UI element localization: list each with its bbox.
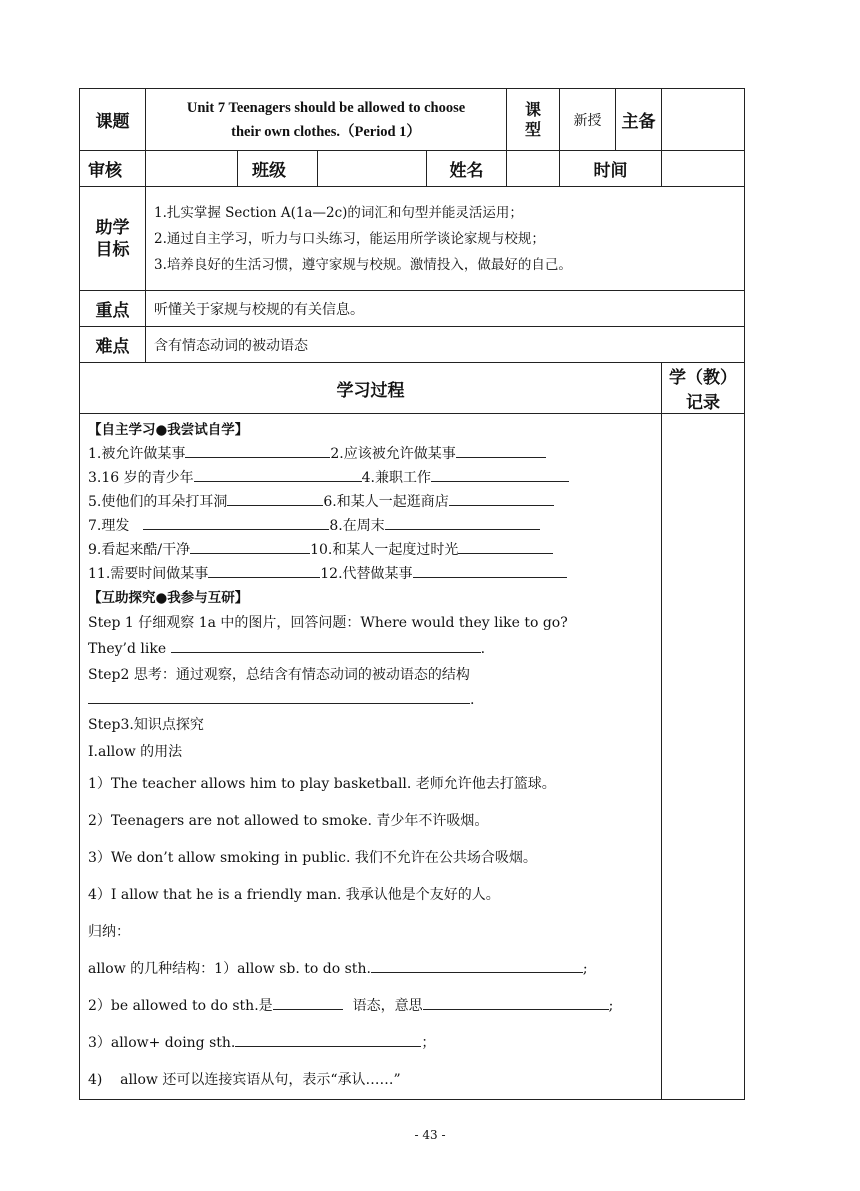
structure-line-4: 4) allow 还可以连接宾语从句，表示“承认……” [88,1072,401,1088]
vocab-item: 11.需要时间做某事 [88,566,209,582]
record-header: 学（教）记录 [662,363,745,414]
blank[interactable] [88,688,470,704]
process-header: 学习过程 [80,363,662,414]
difficult-point-text: 含有情态动词的被动语态 [146,327,745,363]
example-line: 2）Teenagers are not allowed to smoke. 青少年不许吸烟。 [88,813,489,829]
label-lesson-type: 课型 [507,89,560,151]
vocab-row [88,562,657,586]
vocab-row [88,490,657,514]
label-review: 审核 [80,151,146,187]
time-field[interactable] [662,151,745,187]
lesson-title-line2: their own clothes.（Period 1） [231,123,421,140]
vocab-item: 1.被允许做某事 [88,446,186,462]
blank[interactable] [431,466,569,482]
example-line: 4）I allow that he is a friendly man. 我承认他是个友好的人。 [88,887,500,903]
vocab-item: 12.代替做某事 [320,566,413,582]
step2-text: Step2 思考：通过观察，总结含有情态动词的被动语态的结构 [88,667,470,683]
label-topic: 课题 [80,89,146,151]
vocab-item: 9.看起来酷/干净 [88,542,191,558]
vocab-item: 5.使他们的耳朵打耳洞 [88,494,228,510]
step1-answer-row: They’d like . [88,636,657,662]
goals-list [146,187,745,291]
blank[interactable] [143,514,329,530]
lesson-title-line1: Unit 7 Teenagers should be allowed to choose [186,99,466,116]
goal-item: 1.扎实掌握 Section A(1a—2c)的词汇和句型并能灵活运用； [154,204,523,221]
key-point-text: 听懂关于家规与校规的有关信息。 [146,291,745,327]
vocab-item: 6.和某人一起逛商店 [323,494,449,510]
summary-label: 归纳： [88,924,130,940]
example-line: 1）The teacher allows him to play basketball. 老师允许他去打篮球。 [88,776,556,792]
label-time: 时间 [560,151,662,187]
lead-preparer-field[interactable] [662,89,745,151]
vocab-row [88,538,657,562]
blank[interactable] [208,562,320,578]
blank[interactable] [423,994,609,1010]
vocab-row [88,442,657,466]
self-study-title: 【自主学习●我尝试自学】 [88,422,249,438]
label-class: 班级 [238,151,318,187]
vocab-row [88,514,657,538]
blank[interactable] [194,466,362,482]
label-lead-preparer: 主备 [616,89,662,151]
vocab-item: 8.在周末 [329,518,385,534]
lesson-type-value: 新授 [560,89,616,151]
vocab-item: 2.应该被允许做某事 [330,446,456,462]
blank[interactable] [449,490,554,506]
goal-item: 3.培养良好的生活习惯，遵守家规与校规。激情投入，做最好的自己。 [154,256,572,273]
blank[interactable] [458,538,553,554]
page-number: - 43 - [414,1128,446,1142]
label-goals: 助学目标 [80,187,146,291]
explore-title: 【互助探究●我参与互研】 [88,590,249,606]
vocab-item: 4.兼职工作 [361,470,431,486]
allow-usage-title: Ⅰ.allow 的用法 [88,744,183,760]
step3-text: Step3.知识点探究 [88,717,204,733]
structure-line-1: allow 的几种结构：1）allow sb. to do sth. ; [88,951,657,988]
vocab-item: 7.理发 [88,518,130,534]
blank[interactable] [171,637,481,653]
lesson-title [146,89,507,151]
step1-question: Step 1 仔细观察 1a 中的图片，回答问题：Where would they like to go? [88,615,568,631]
blank[interactable] [227,490,323,506]
structure-line-2: 2）be allowed to do sth.是 语态，意思 ; [88,988,657,1025]
lesson-plan-table [79,88,745,1100]
blank[interactable] [235,1031,421,1047]
class-field[interactable] [318,151,427,187]
structure-line-3: 3）allow+ doing sth. ； [88,1025,657,1062]
blank[interactable] [371,957,583,973]
label-name: 姓名 [427,151,507,187]
vocab-item: 3.16 岁的青少年 [88,470,194,486]
process-content [80,414,662,1100]
vocab-item: 10.和某人一起度过时光 [310,542,459,558]
example-line: 3）We don’t allow smoking in public. 我们不允许在公共场合吸烟。 [88,850,537,866]
label-key-point: 重点 [80,291,146,327]
goal-item: 2.通过自主学习，听力与口头练习，能运用所学谈论家规与校规； [154,230,545,247]
label-difficult-point: 难点 [80,327,146,363]
blank[interactable] [456,442,546,458]
blank[interactable] [190,538,310,554]
vocab-row [88,466,657,490]
review-field[interactable] [146,151,238,187]
blank[interactable] [185,442,330,458]
step2-answer-row: . [88,688,657,712]
name-field[interactable] [507,151,560,187]
blank[interactable] [385,514,540,530]
blank[interactable] [413,562,567,578]
blank[interactable] [273,994,343,1010]
record-column[interactable] [662,414,745,1100]
